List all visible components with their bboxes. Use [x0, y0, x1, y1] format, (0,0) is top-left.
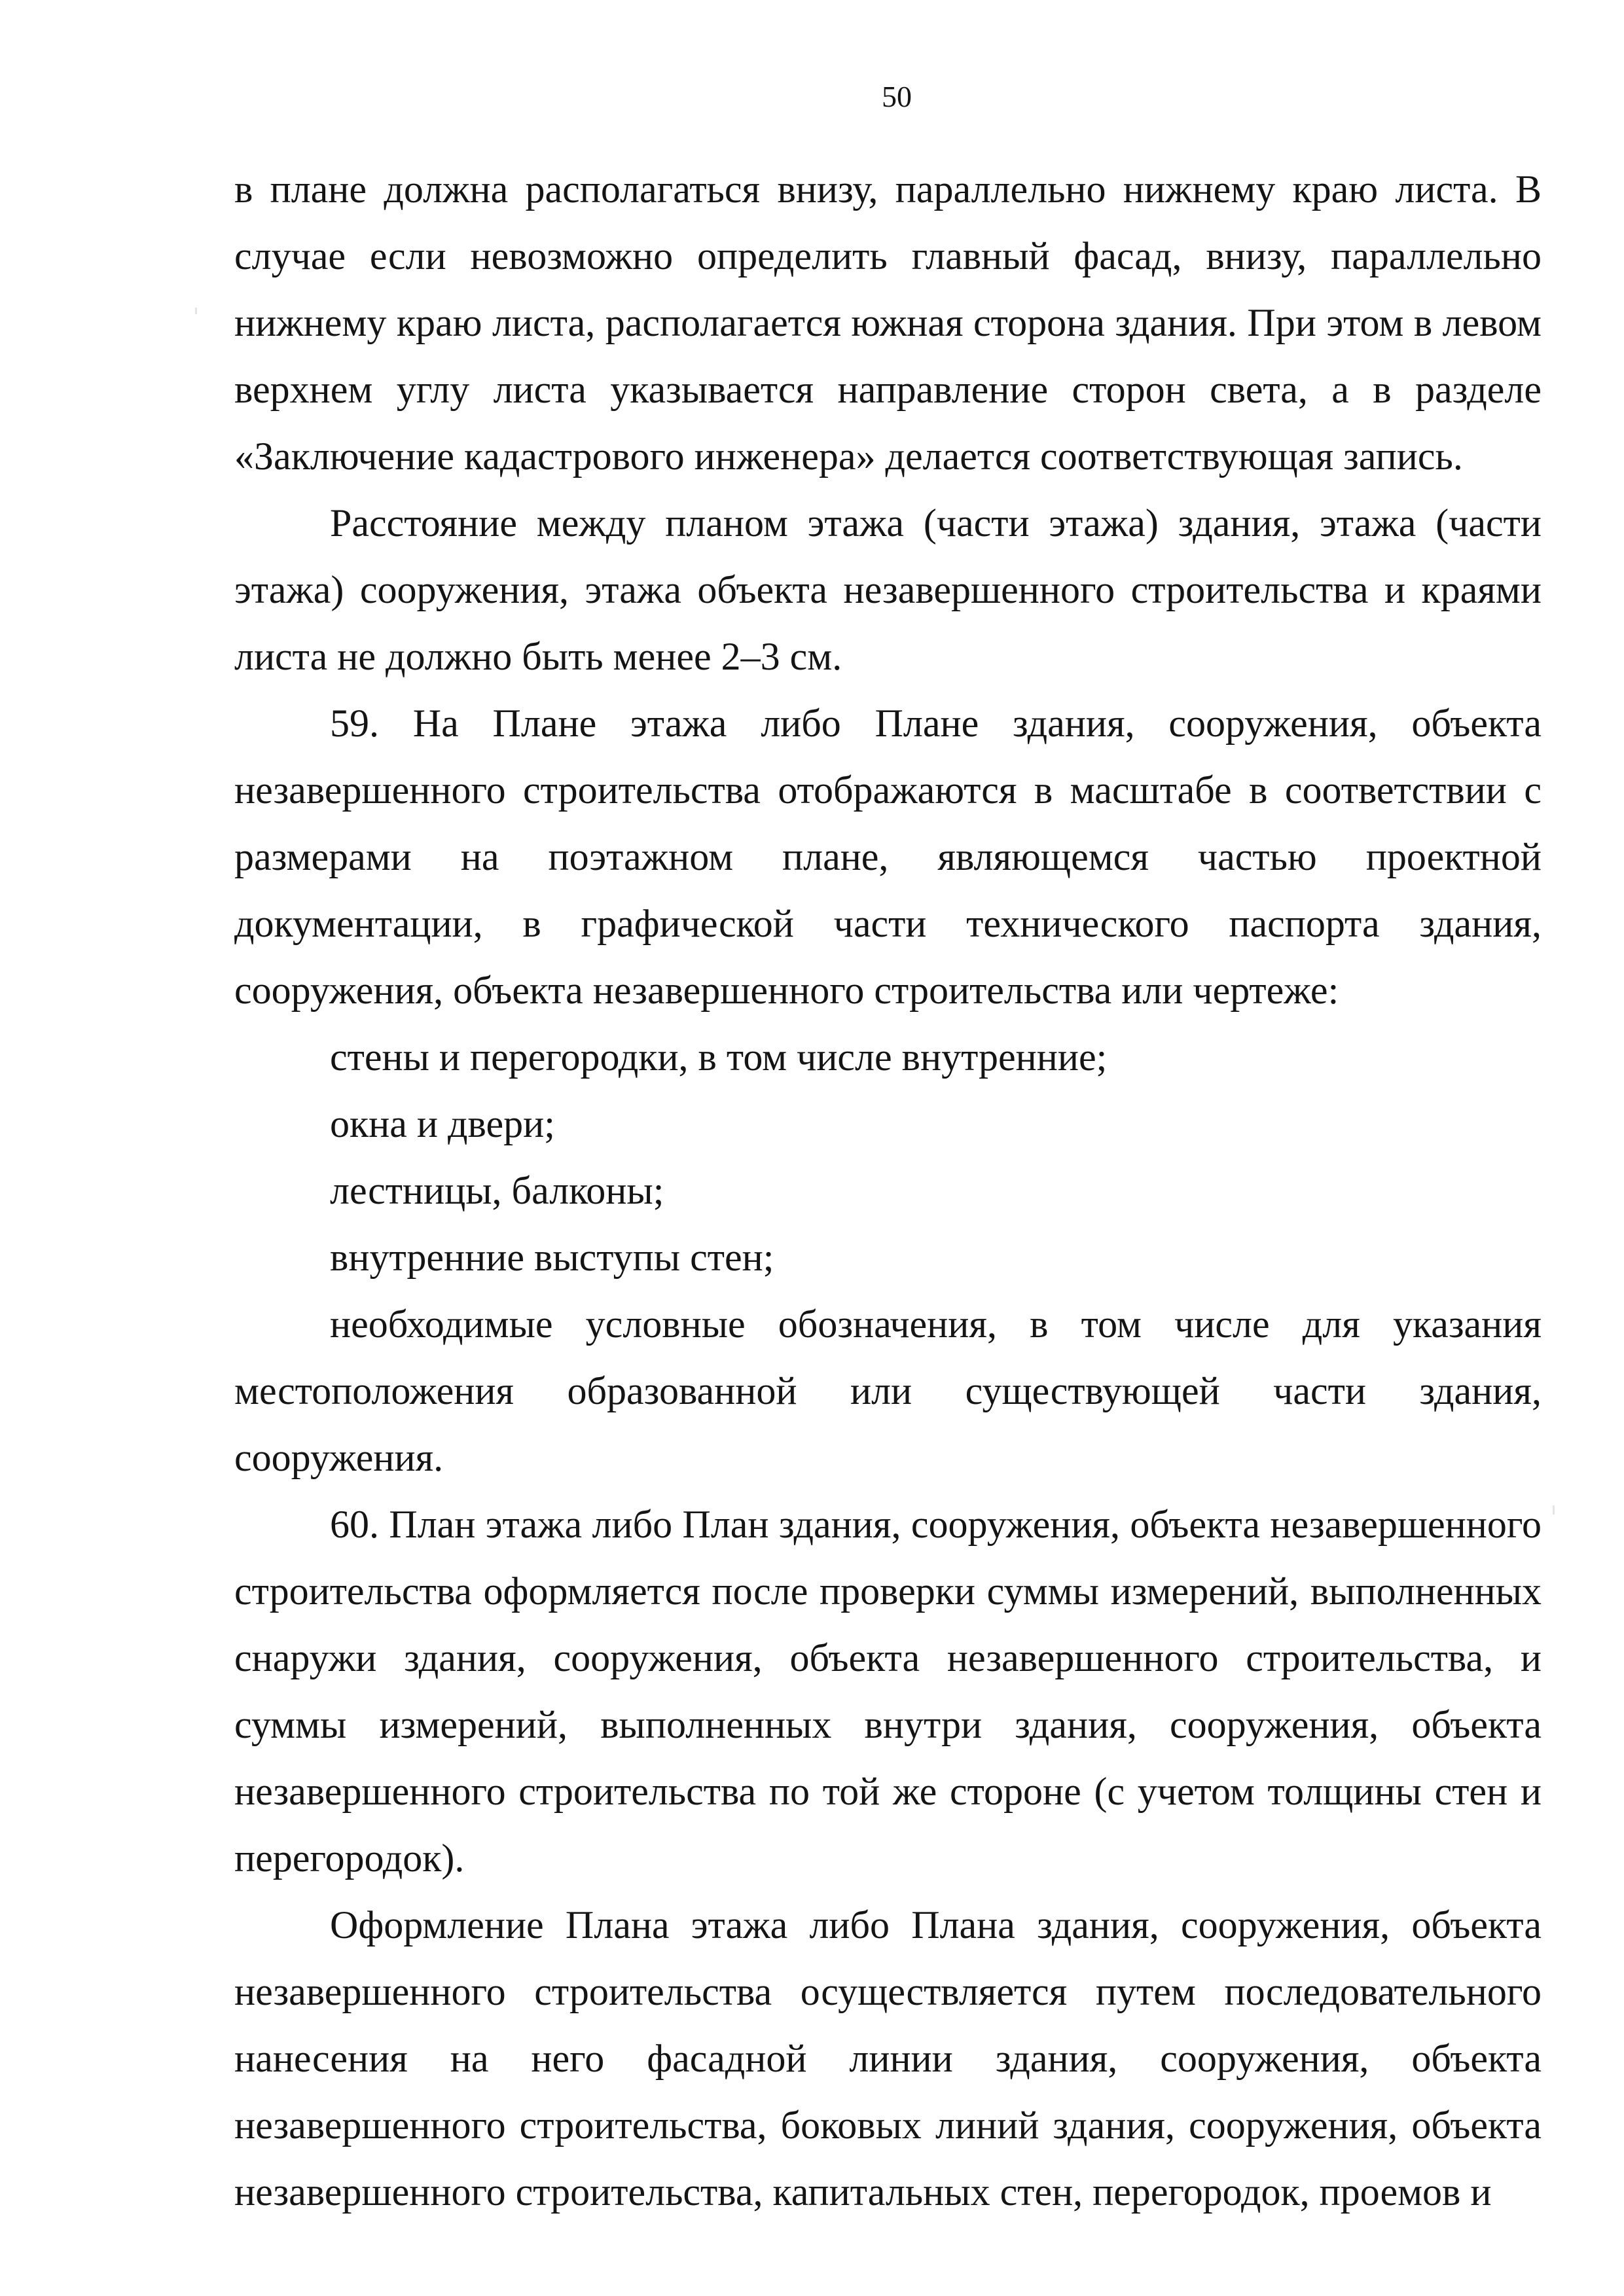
list-item-stairs-balconies: лестницы, балконы;: [330, 1169, 664, 1212]
document-body: [234, 156, 1542, 2225]
paragraph-item-60: 60. План этажа либо План здания, сооружения, объекта незавершенного строительства оформляется после проверки суммы измерений, выполненных снаружи здания, сооружения, объекта незавершенного строительства, и суммы измерений, выполненных внутри здания, сооружения, объекта незавершенного строительства по той же стороне (с учетом толщины стен и перегородок).: [234, 1503, 1542, 1880]
list-item-symbols: необходимые условные обозначения, в том числе для указания местоположения образованной или существующей части здания, сооружения.: [234, 1302, 1542, 1479]
page-number: 50: [882, 80, 912, 113]
paragraph-item-59: 59. На Плане этажа либо Плане здания, сооружения, объекта незавершенного строительства отображаются в масштабе в соответствии с размерами на поэтажном плане, являющемся частью проектной документации, в графической части технического паспорта здания, сооружения, объекта незавершенного строительства или чертеже:: [234, 702, 1542, 1012]
paragraph-continued-main-facade: в плане должна располагаться внизу, параллельно нижнему краю листа. В случае если невозможно определить главный фасад, внизу, параллельно нижнему краю листа, располагается южная сторона здания. При этом в левом верхнем углу листа указывается направление сторон света, а в разделе «Заключение кадастрового инженера» делается соответствующая запись.: [234, 168, 1542, 478]
scan-artifact-right: [1553, 1505, 1555, 1515]
list-item-wall-projections: внутренние выступы стен;: [330, 1236, 774, 1279]
paragraph-distance-to-edges: Расстояние между планом этажа (части этажа) здания, этажа (части этажа) сооружения, этажа объекта незавершенного строительства и краями листа не должно быть менее 2–3 см.: [234, 501, 1542, 678]
list-item-walls: стены и перегородки, в том числе внутренние;: [330, 1035, 1108, 1079]
paragraph-plan-drawing-order: Оформление Плана этажа либо Плана здания, сооружения, объекта незавершенного строительства осуществляется путем последовательного нанесения на него фасадной линии здания, сооружения, объекта незавершенного строительства, боковых линий здания, сооружения, объекта незавершенного строительства, капитальных стен, перегородок, проемов и: [234, 1903, 1542, 2214]
list-item-windows-doors: окна и двери;: [330, 1102, 555, 1145]
scan-artifact-left: [195, 308, 197, 314]
